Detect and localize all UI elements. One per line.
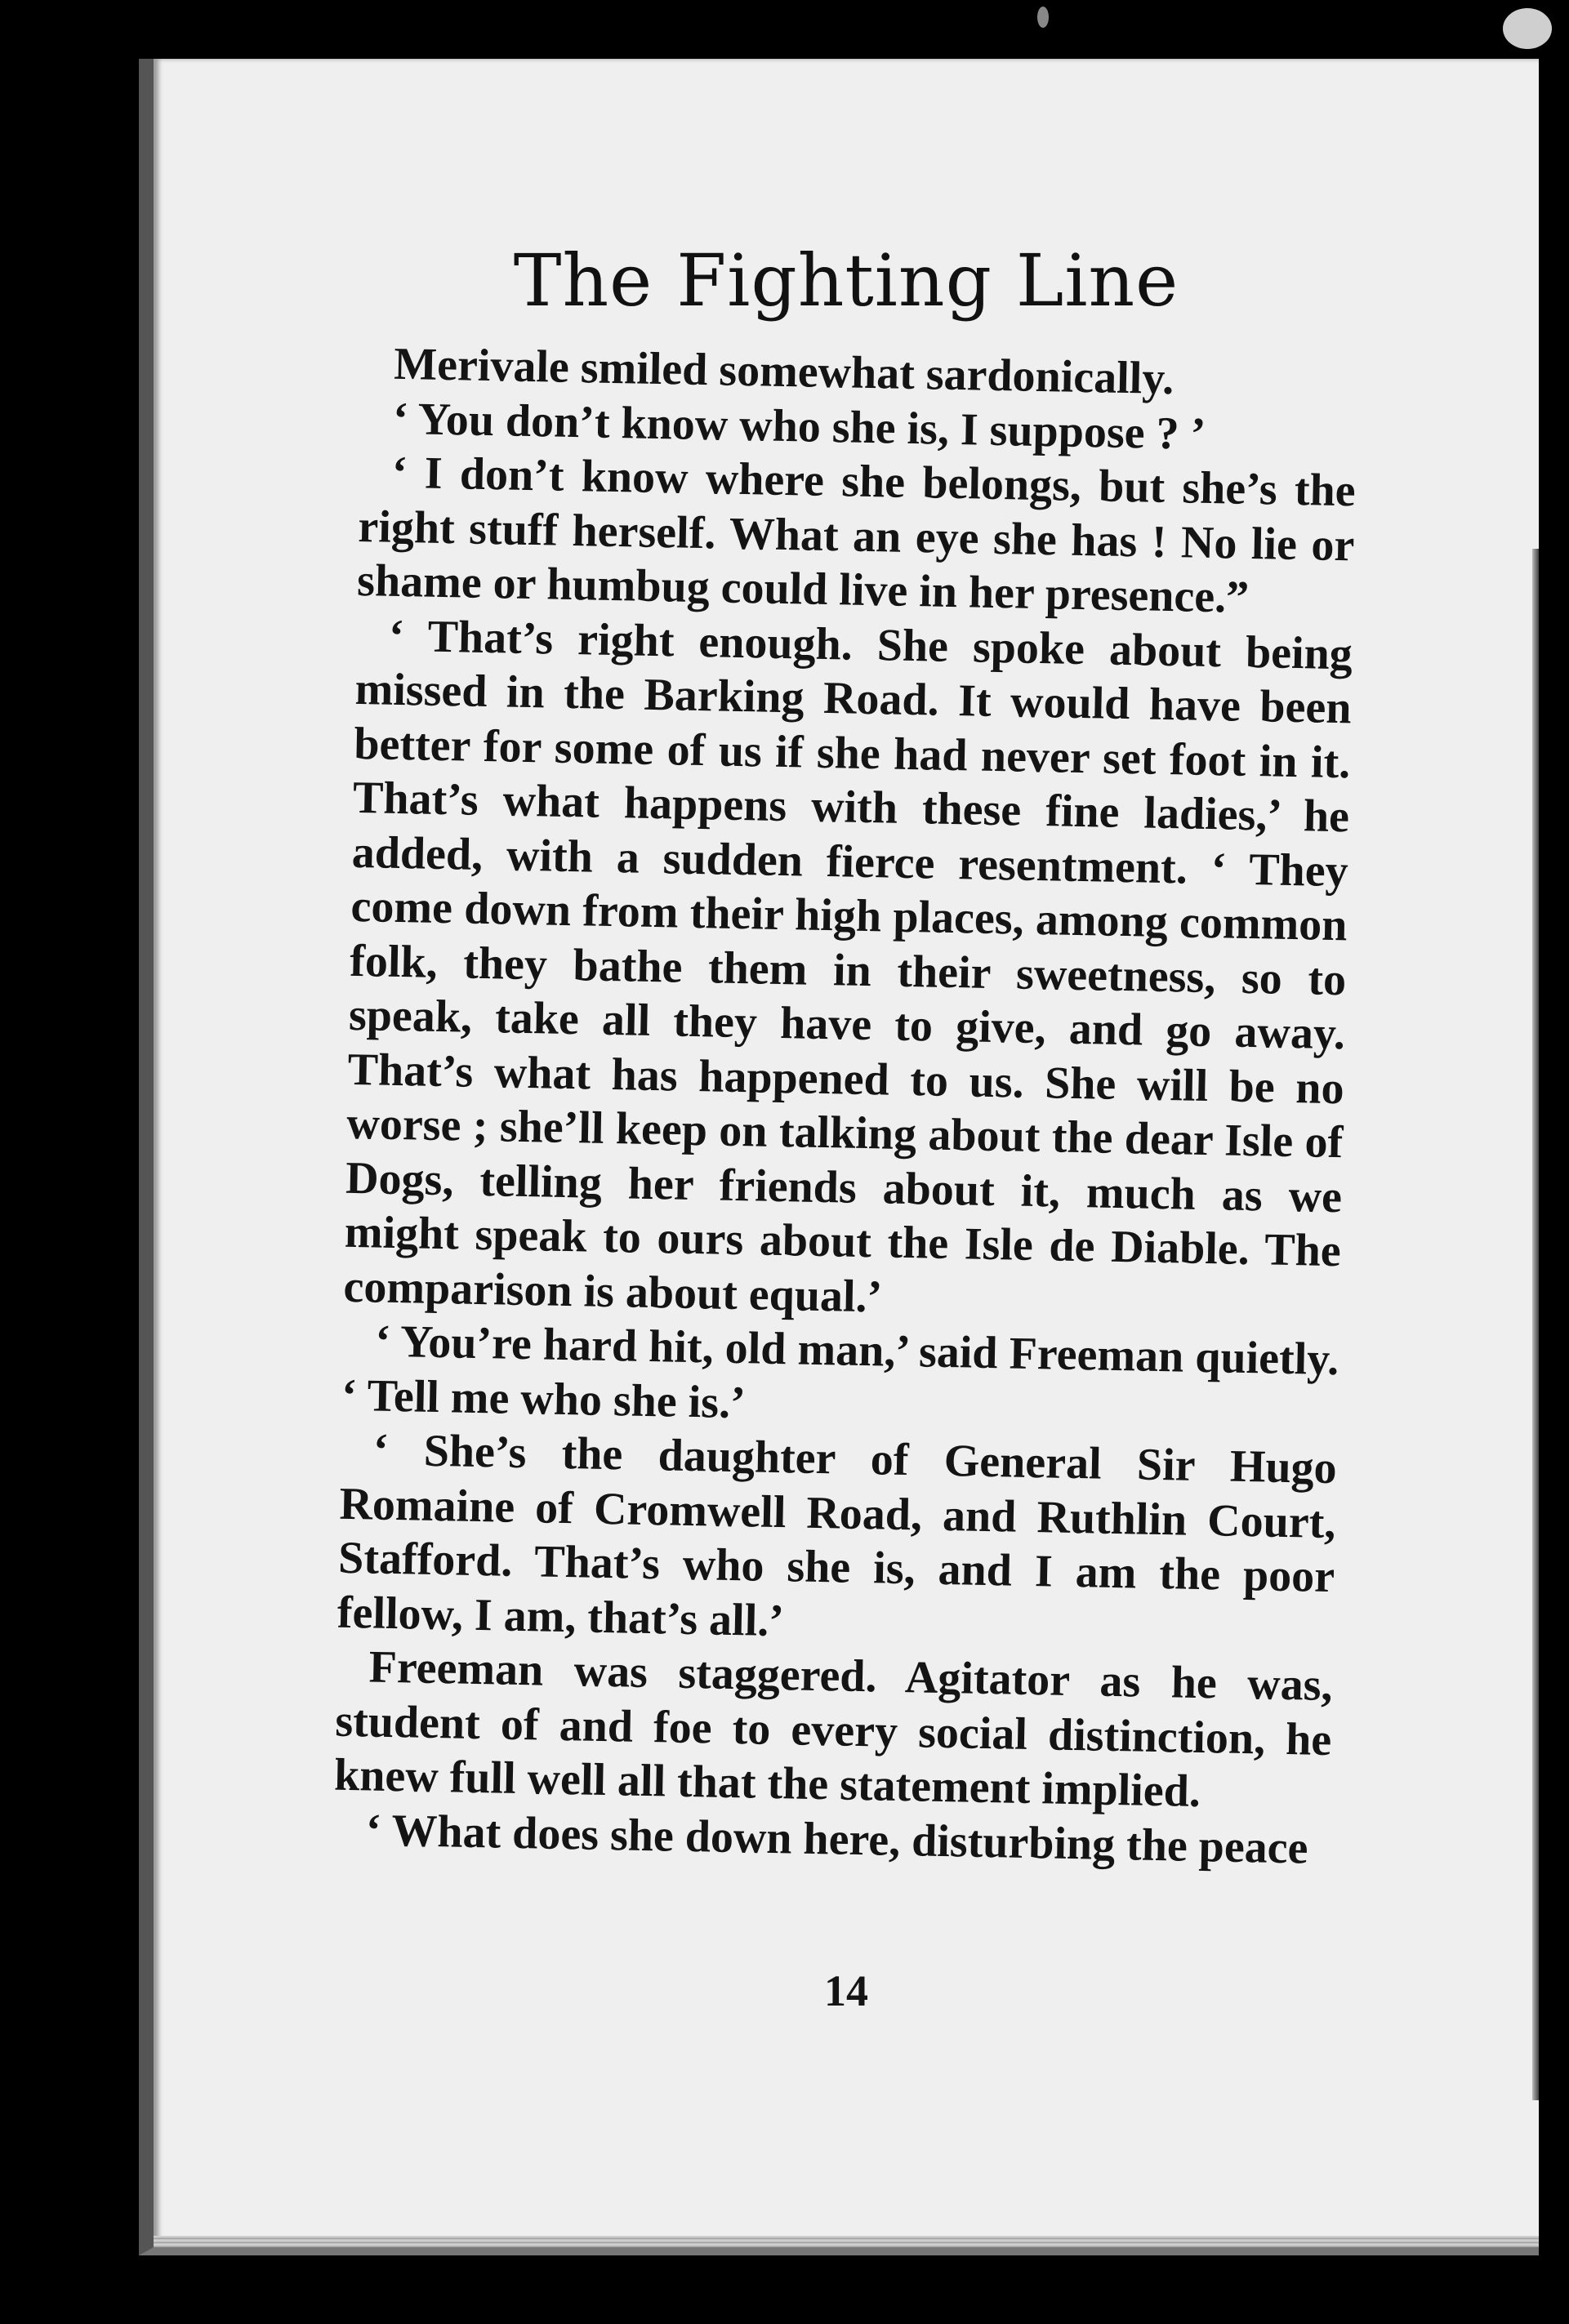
- page-number: 14: [824, 1966, 868, 2015]
- paragraph: ‘ That’s right enough. She spoke about being missed in the Barking Road. It would have been better for some of us if she had never set foot in it. That’s what happens with these fine ladies,’ he added, with a sudden fierce resentment. ‘ They come down from their high places, among common folk, they bathe them in their sweetness, so to speak, take all they have to give, and go away. That’s what has happened to us. She will be no worse ; she’ll keep on talking about the dear Isle of Dogs, telling her friends about it, much as we might speak to ours about the Isle de Diable. The comparison is about equal.’: [343, 610, 1353, 1322]
- page-edge-shadow: [1532, 549, 1539, 2100]
- dust-speck: [1037, 7, 1049, 28]
- dust-speck: [1503, 8, 1552, 49]
- paragraph: ‘ What does she down here, disturbing the peace: [365, 1804, 1309, 1874]
- paragraph: ‘ You don’t know who she is, I suppose ? ’: [392, 393, 1206, 460]
- paragraph: Freeman was staggered. Agitator as he was, student of and foe to every social distinction, he knew full well all that the statement implied.: [333, 1641, 1334, 1818]
- running-title: The Fighting Line: [513, 238, 1179, 323]
- body-text: [332, 336, 1358, 1876]
- paragraph: ‘ I don’t know where she belongs, but she’s the right stuff herself. What an eye she has ! No lie or shame or humbug could live in her presence.”: [356, 447, 1357, 623]
- page-stack-edge: [154, 2236, 1539, 2247]
- paragraph: ‘ You’re hard hit, old man,’ said Freeman quietly. ‘ Tell me who she is.’: [341, 1316, 1339, 1428]
- paragraph: ‘ She’s the daughter of General Sir Hugo Romaine of Cromwell Road, and Ruthlin Court, Stafford. That’s who she is, and I am the poor fellow, I am, that’s all.’: [337, 1424, 1338, 1646]
- paragraph: Merivale smiled somewhat sardonically.: [393, 338, 1175, 405]
- book-page: [139, 59, 1539, 2255]
